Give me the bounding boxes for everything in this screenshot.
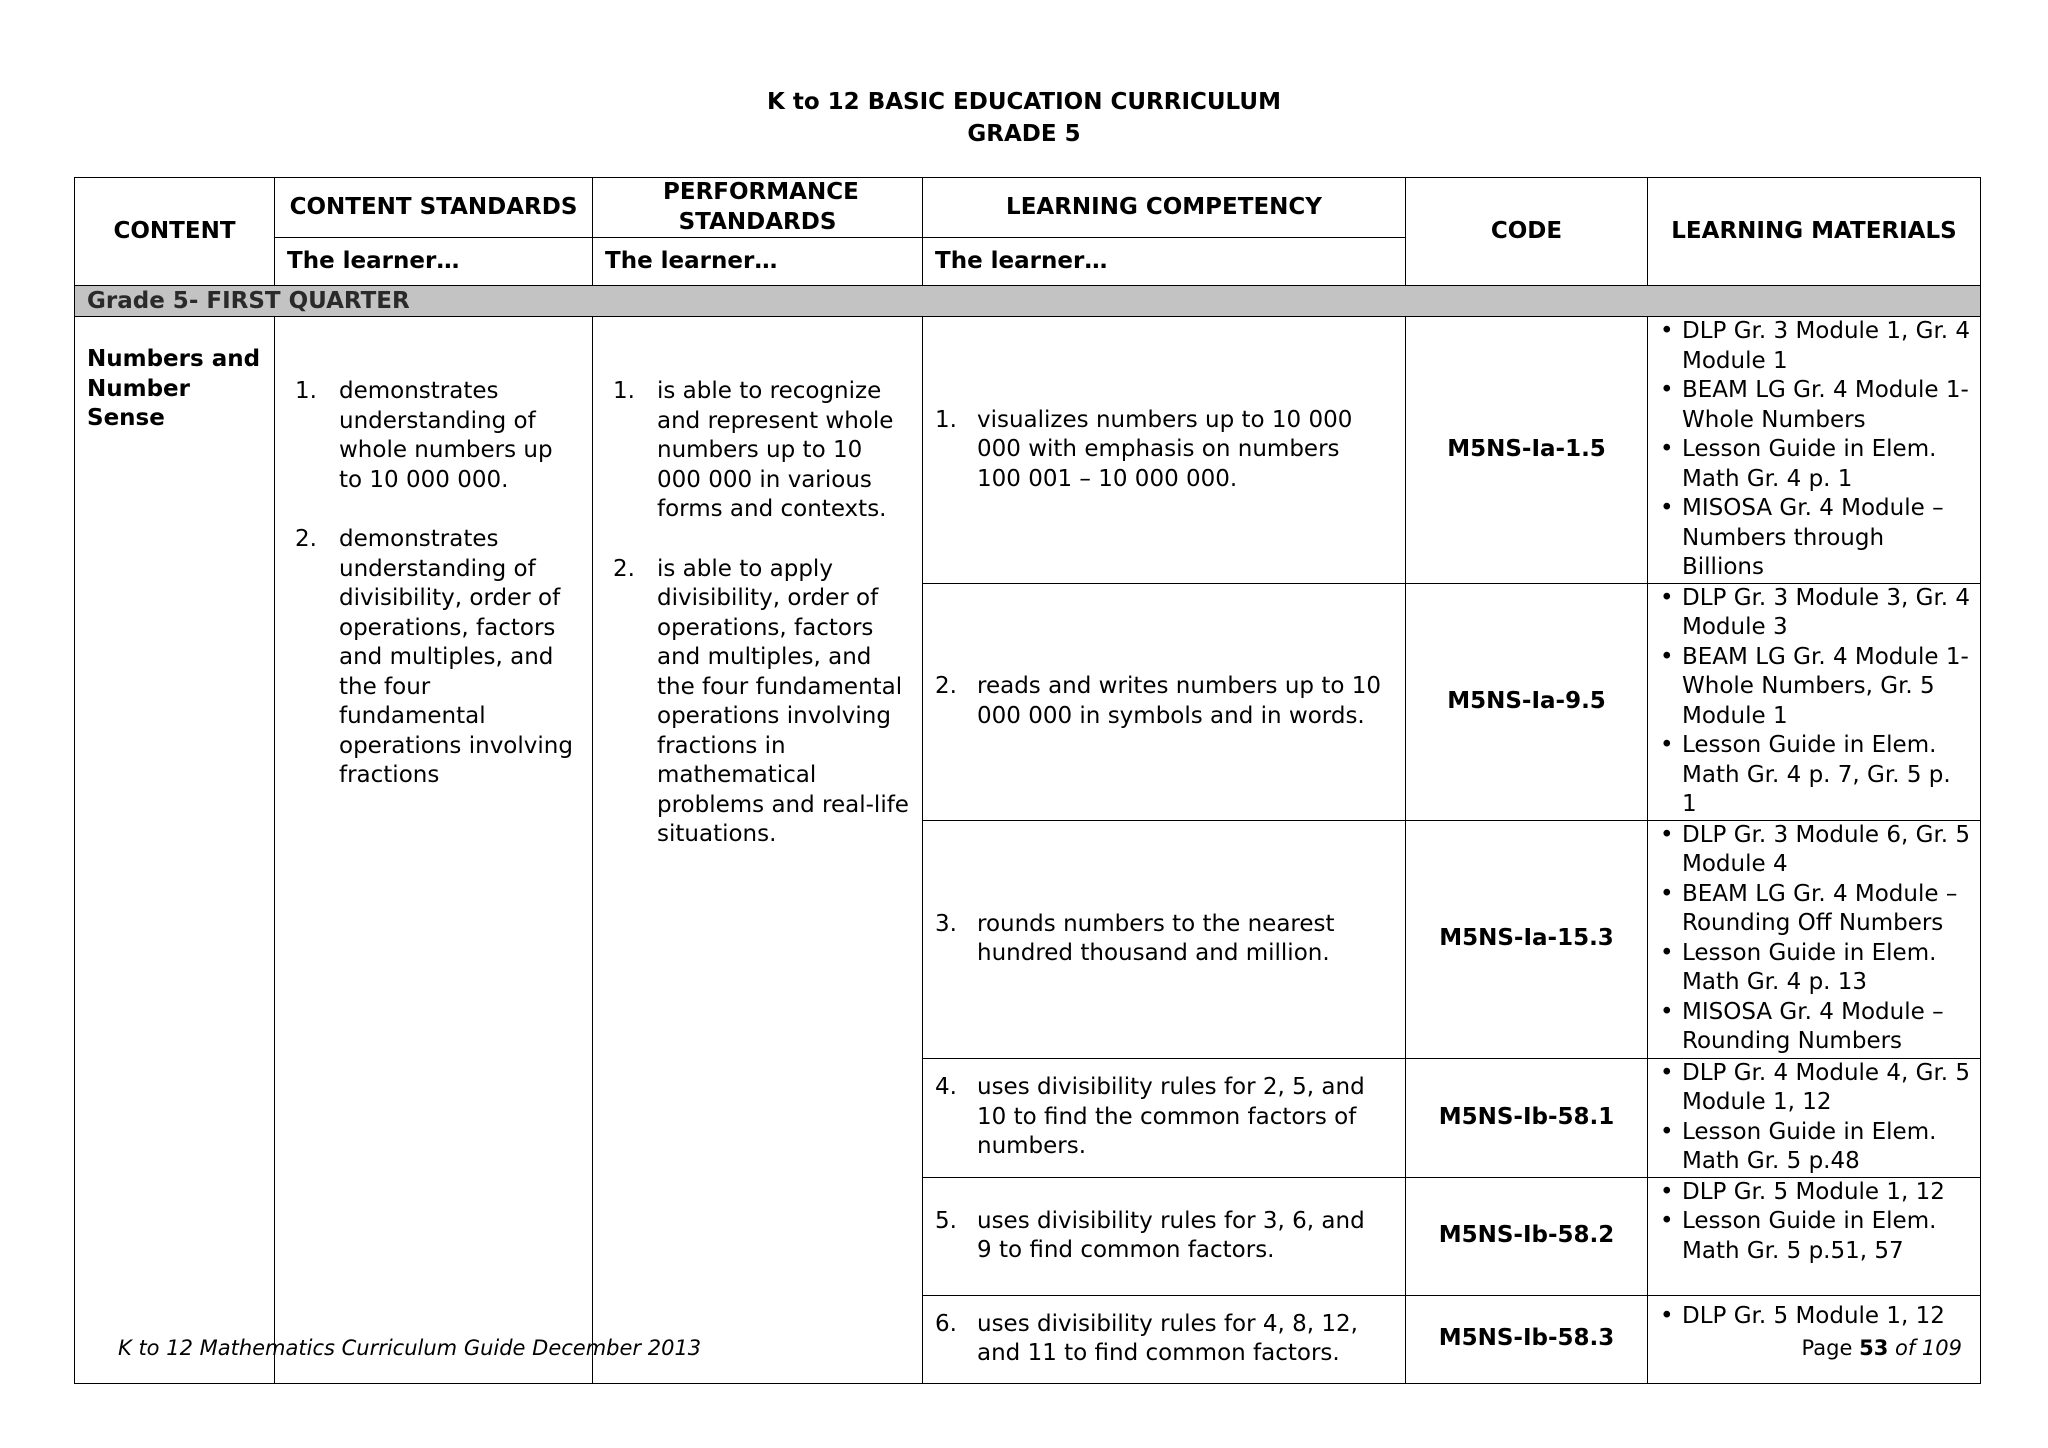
page-total: of 109: [1895, 1336, 1962, 1360]
content-standard-item: [275, 525, 582, 791]
material-item: • Lesson Guide in Elem. Math Gr. 5 p.51, 57: [1648, 1207, 1972, 1266]
content-cell: Numbers and Number Sense: [75, 317, 275, 1384]
materials-cell: [1648, 583, 1981, 820]
item-text: rounds numbers to the nearest hundred thousand and million.: [977, 910, 1335, 966]
competency-item: [923, 672, 1385, 731]
item-number: 2.: [295, 526, 317, 552]
materials-cell: [1648, 820, 1981, 1058]
col-header-learning-competency: LEARNING COMPETENCY: [923, 178, 1406, 238]
col-header-content: CONTENT: [75, 178, 275, 286]
materials-cell: [1648, 317, 1981, 584]
learner-label-ps: The learner…: [593, 238, 923, 286]
material-item: • Lesson Guide in Elem. Math Gr. 4 p. 1: [1648, 435, 1972, 494]
item-number: 4.: [935, 1074, 957, 1101]
item-text: uses divisibility rules for 2, 5, and 10 to find the common factors of numbers.: [977, 1074, 1365, 1160]
footer-page-info: [1802, 1336, 1962, 1360]
item-number: 3.: [935, 910, 957, 937]
material-item: • BEAM LG Gr. 4 Module 1- Whole Numbers, Gr. 5 Module 1: [1648, 643, 1972, 732]
performance-standard-item: [593, 377, 912, 525]
col-header-code: CODE: [1406, 178, 1648, 286]
code-cell: M5NS-Ib-58.1: [1406, 1058, 1648, 1177]
learner-label-cs: The learner…: [275, 238, 593, 286]
item-text: is able to apply divisibility, order of operations, factors and multiples, and the four fundamental operations involving fractions in mathematical problems and real-life situations.: [657, 555, 909, 847]
item-text: demonstrates understanding of whole numbers up to 10 000 000.: [339, 378, 553, 493]
header-row: [75, 178, 1981, 238]
col-header-learning-materials: LEARNING MATERIALS: [1648, 178, 1981, 286]
material-item: • DLP Gr. 3 Module 1, Gr. 4 Module 1: [1648, 317, 1972, 376]
materials-cell: [1648, 1058, 1981, 1177]
competency-item: [923, 1207, 1385, 1266]
item-text: demonstrates understanding of divisibility, order of operations, factors and multiples, and the four fundamental operations involving fractions: [339, 526, 573, 788]
content-standards-cell: [275, 317, 593, 1384]
material-item: • DLP Gr. 3 Module 3, Gr. 4 Module 3: [1648, 584, 1972, 643]
material-item: • Lesson Guide in Elem. Math Gr. 5 p.48: [1648, 1118, 1972, 1177]
material-item: • MISOSA Gr. 4 Module – Rounding Numbers: [1648, 998, 1972, 1057]
performance-standards-cell: [593, 317, 923, 1384]
competency-cell: [923, 317, 1406, 584]
competency-cell: [923, 583, 1406, 820]
material-item: • BEAM LG Gr. 4 Module – Rounding Off Numbers: [1648, 880, 1972, 939]
competency-row: [75, 317, 1981, 584]
item-number: 1.: [935, 406, 957, 433]
item-number: 5.: [935, 1207, 957, 1234]
page-number: 53: [1859, 1336, 1889, 1360]
footer-document-name: K to 12 Mathematics Curriculum Guide December 2013: [118, 1336, 702, 1360]
page-header: [0, 86, 2048, 150]
code-cell: M5NS-Ia-15.3: [1406, 820, 1648, 1058]
col-header-performance-standards: PERFORMANCE STANDARDS: [593, 178, 923, 238]
competency-item: [923, 406, 1385, 495]
page-label: Page: [1801, 1336, 1853, 1360]
competency-item: [923, 1310, 1385, 1369]
material-item: • MISOSA Gr. 4 Module – Numbers through Billions: [1648, 494, 1972, 583]
learner-label-lc: The learner…: [923, 238, 1406, 286]
material-item: • BEAM LG Gr. 4 Module 1- Whole Numbers: [1648, 376, 1972, 435]
quarter-label: Grade 5- FIRST QUARTER: [75, 286, 1981, 317]
performance-standard-item: [593, 555, 912, 850]
item-number: 2.: [935, 673, 957, 699]
material-item: • DLP Gr. 4 Module 4, Gr. 5 Module 1, 12: [1648, 1059, 1972, 1118]
competency-item: [923, 1073, 1385, 1162]
item-text: reads and writes numbers up to 10 000 000 in symbols and in words.: [977, 673, 1382, 729]
item-text: visualizes numbers up to 10 000 000 with emphasis on numbers 100 001 – 10 000 000.: [977, 406, 1353, 492]
code-cell: M5NS-Ib-58.3: [1406, 1295, 1648, 1383]
item-number: 1.: [295, 378, 317, 404]
material-item: • Lesson Guide in Elem. Math Gr. 4 p. 7, Gr. 5 p. 1: [1648, 731, 1972, 820]
code-cell: M5NS-Ia-9.5: [1406, 583, 1648, 820]
competency-item: [923, 910, 1385, 969]
competency-cell: [923, 820, 1406, 1058]
grade-label: GRADE 5: [967, 121, 1081, 147]
materials-cell: [1648, 1177, 1981, 1295]
item-text: uses divisibility rules for 4, 8, 12, and 11 to find common factors.: [977, 1310, 1358, 1366]
quarter-row: [75, 286, 1981, 317]
item-text: uses divisibility rules for 3, 6, and 9 to find common factors.: [977, 1207, 1365, 1263]
competency-cell: [923, 1177, 1406, 1295]
material-item: • DLP Gr. 5 Module 1, 12: [1648, 1302, 1972, 1332]
item-number: 6.: [935, 1310, 957, 1337]
code-cell: M5NS-Ia-1.5: [1406, 317, 1648, 584]
item-number: 1.: [613, 378, 635, 404]
curriculum-table: [74, 177, 1981, 1384]
content-standard-item: [275, 377, 582, 495]
document-title: K to 12 BASIC EDUCATION CURRICULUM: [767, 89, 1281, 115]
material-item: • DLP Gr. 3 Module 6, Gr. 5 Module 4: [1648, 821, 1972, 880]
competency-cell: [923, 1058, 1406, 1177]
item-text: is able to recognize and represent whole numbers up to 10 000 000 in various forms and contexts.: [657, 378, 894, 522]
material-item: • Lesson Guide in Elem. Math Gr. 4 p. 13: [1648, 939, 1972, 998]
code-cell: M5NS-Ib-58.2: [1406, 1177, 1648, 1295]
item-number: 2.: [613, 555, 635, 582]
competency-cell: [923, 1295, 1406, 1383]
material-item: • DLP Gr. 5 Module 1, 12: [1648, 1178, 1972, 1208]
col-header-content-standards: CONTENT STANDARDS: [275, 178, 593, 238]
